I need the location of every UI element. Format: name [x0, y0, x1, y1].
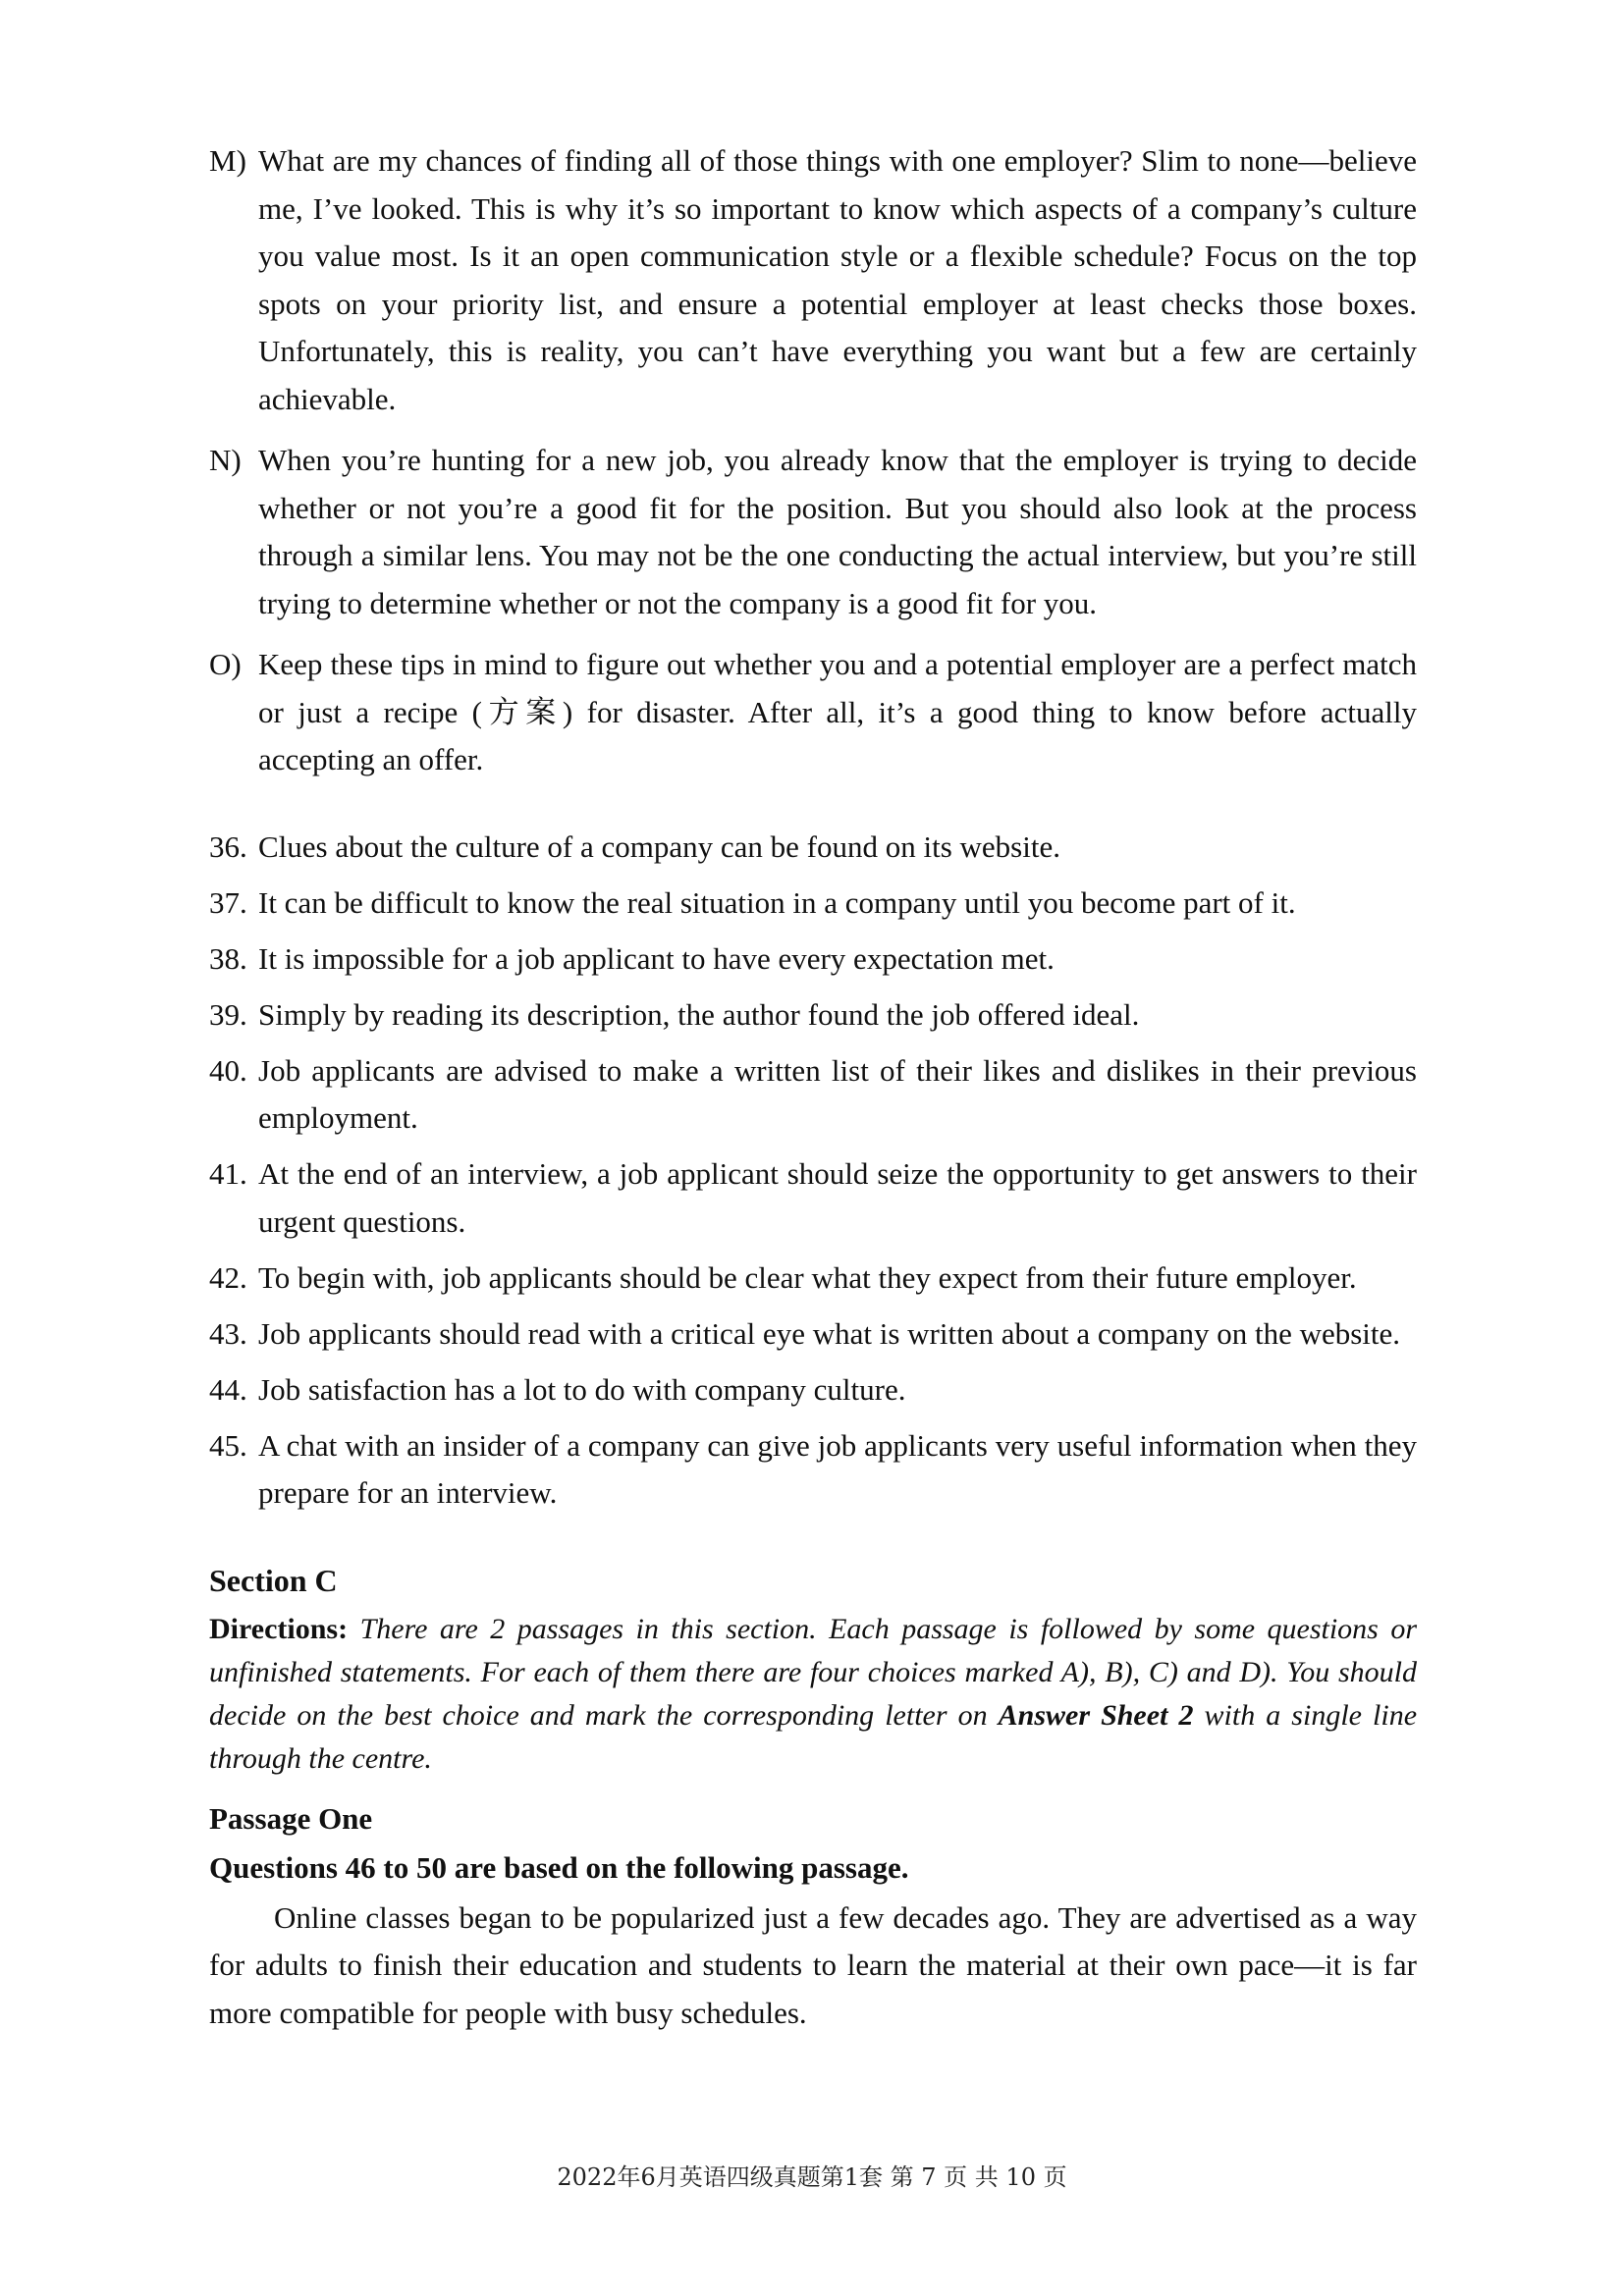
answer-sheet-label: Answer Sheet 2 — [998, 1698, 1194, 1732]
statement-item — [209, 1255, 1417, 1303]
paragraph-n — [209, 437, 1417, 627]
statement-item — [209, 880, 1417, 928]
statement-number: 44. — [209, 1371, 247, 1407]
statement-text: Job applicants are advised to make a written list of their likes and dislikes in their previous employment. — [258, 1052, 1417, 1135]
statement-text: It can be difficult to know the real situation in a company until you become part of it. — [258, 884, 1296, 920]
statement-item — [209, 935, 1417, 984]
statement-number: 42. — [209, 1259, 247, 1295]
statement-number: 43. — [209, 1315, 247, 1351]
directions — [209, 1608, 1417, 1781]
statement-text: Clues about the culture of a company can be found on its website. — [258, 828, 1060, 864]
statement-text: Job satisfaction has a lot to do with company culture. — [258, 1371, 906, 1407]
paragraph-o — [209, 641, 1417, 784]
passage-body: Online classes began to be popularized just a few decades ago. They are advertised as a way for adults to finish their education and students to learn the material at their own pace—it is far more compatible for people with busy schedules. — [209, 1899, 1417, 2030]
paragraph-text: Keep these tips in mind to figure out whether you and a potential employer are a perfect match or just a recipe (方案) for disaster. After all, it’s a good thing to know before actually accepting an offer. — [258, 647, 1417, 776]
page-footer: 2022年6月英语四级真题第1套 第 7 页 共 10 页 — [557, 2163, 1067, 2191]
statement-number: 39. — [209, 996, 247, 1032]
page-content — [209, 137, 1417, 2037]
statement-text: To begin with, job applicants should be clear what they expect from their future employer. — [258, 1259, 1357, 1295]
statement-text: Job applicants should read with a critical eye what is written about a company on the website. — [258, 1315, 1401, 1351]
statement-item — [209, 824, 1417, 872]
statement-item — [209, 1047, 1417, 1143]
statement-number: 36. — [209, 828, 247, 864]
statement-text: A chat with an insider of a company can give job applicants very useful information when they prepare for an interview. — [258, 1427, 1417, 1510]
statement-number: 40. — [209, 1052, 247, 1088]
statement-number: 41. — [209, 1156, 247, 1191]
statement-item — [209, 1366, 1417, 1415]
statement-list — [209, 824, 1417, 1518]
statement-text: At the end of an interview, a job applicant should seize the opportunity to get answers to their urgent questions. — [258, 1156, 1417, 1239]
statement-item — [209, 1422, 1417, 1518]
directions-label: Directions: — [209, 1612, 349, 1645]
paragraph-m — [209, 137, 1417, 423]
paragraph-label: M) — [209, 143, 246, 178]
statement-number: 45. — [209, 1427, 247, 1463]
statement-text: Simply by reading its description, the author found the job offered ideal. — [258, 996, 1140, 1032]
statement-number: 38. — [209, 940, 247, 976]
statement-item — [209, 1150, 1417, 1246]
statement-text: It is impossible for a job applicant to have every expectation met. — [258, 940, 1055, 976]
passage-subtitle: Questions 46 to 50 are based on the following passage. — [209, 1849, 909, 1885]
directions-text: There are 2 passages in this section. Each passage is followed by some questions or unfinished statements. For each of them there are four choices marked A), B), C) and D). You should decide on the best choice and mark the corresponding letter on — [209, 1612, 1417, 1732]
paragraph-label: O) — [209, 647, 242, 681]
paragraph-text: What are my chances of finding all of those things with one employer? Slim to none—believe me, I’ve looked. This is why it’s so important to know which aspects of a company’s culture you value most. Is it an open communication style or a flexible schedule? Focus on the top spots on your priority list, and ensure a potential employer at least checks those boxes. Unfortunately, this is reality, you can’t have everything you want but a few are certainly achievable. — [258, 143, 1417, 416]
paragraph-text: When you’re hunting for a new job, you already know that the employer is trying to decide whether or not you’re a good fit for the position. But you should also look at the process through a similar lens. You may not be the one conducting the actual interview, but you’re still trying to determine whether or not the company is a good fit for you. — [258, 443, 1417, 620]
directions-text-end: with a single line through the centre. — [209, 1698, 1418, 1775]
statement-number: 37. — [209, 884, 247, 920]
section-title: Section C — [209, 1562, 338, 1598]
paragraph-label: N) — [209, 443, 242, 477]
statement-item — [209, 991, 1417, 1040]
statement-item — [209, 1310, 1417, 1359]
passage-title: Passage One — [209, 1800, 373, 1836]
